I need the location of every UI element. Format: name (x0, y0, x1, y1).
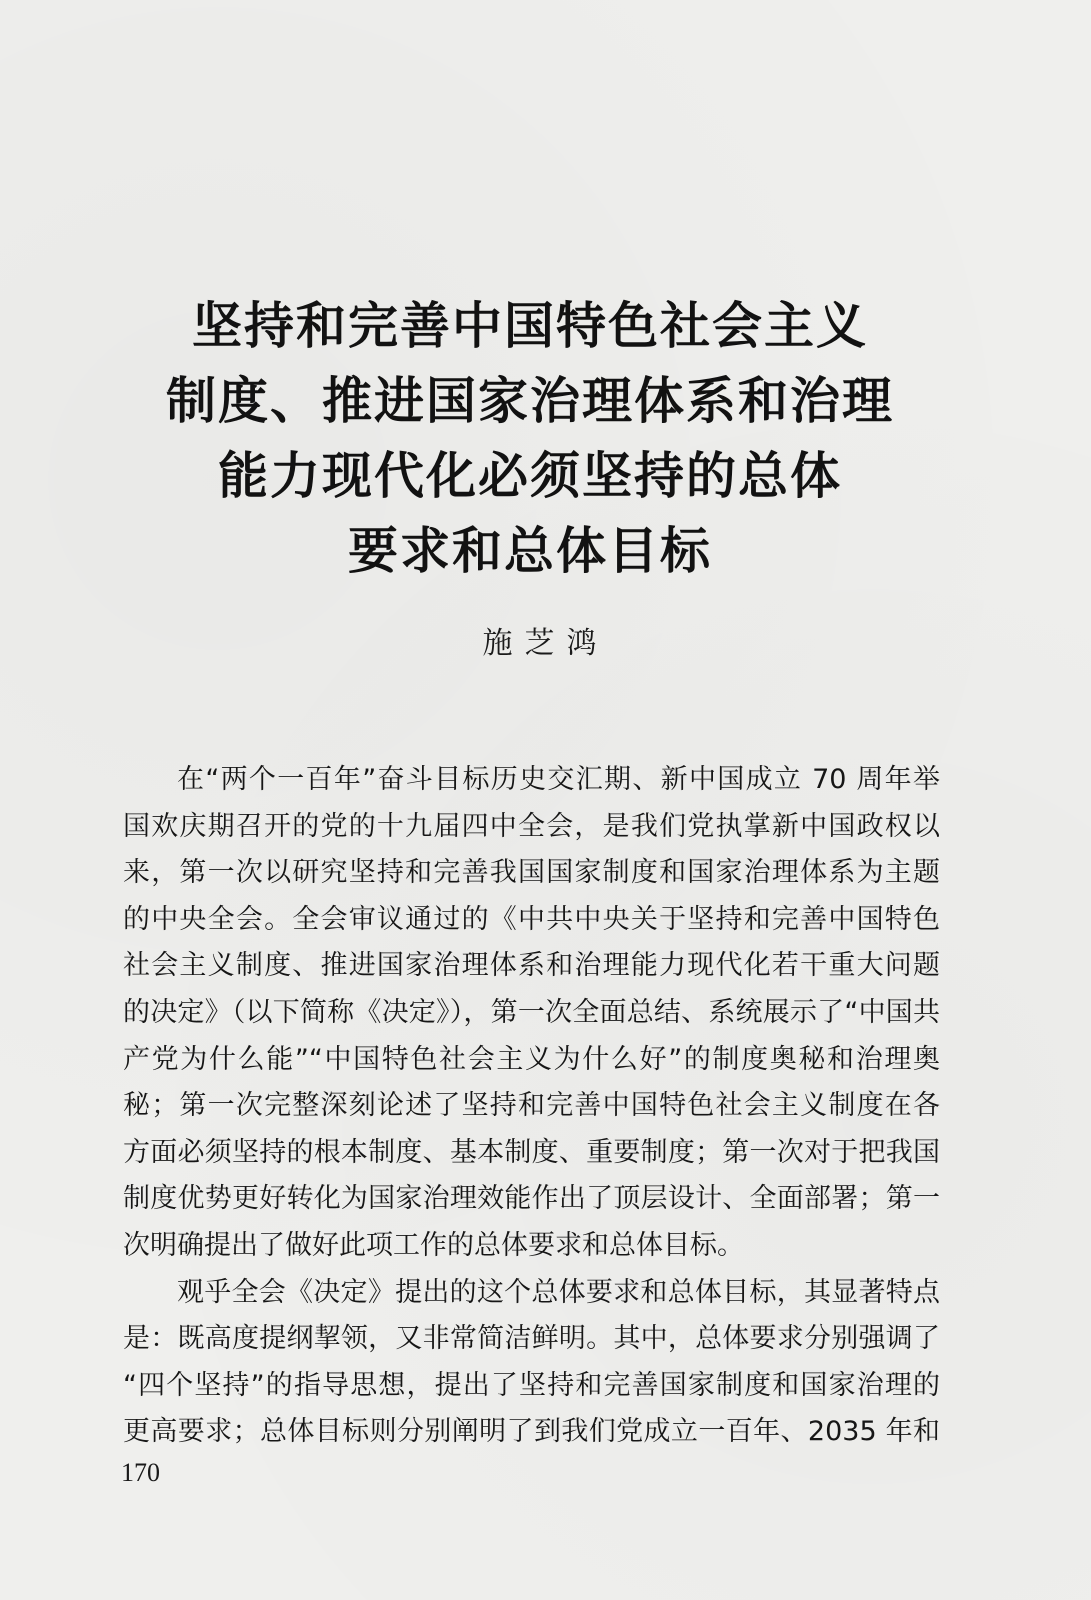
text-line: 观乎全会《决定》提出的这个总体要求和总体目标，其显著特点 (177, 1276, 940, 1308)
text-line: 秘；第一次完整深刻论述了坚持和完善中国特色社会主义制度在各 (123, 1090, 940, 1122)
paragraph (123, 1270, 940, 1456)
title-line: 制度、推进国家治理体系和治理 (166, 371, 894, 430)
text-line: 更高要求；总体目标则分别阐明了到我们党成立一百年、2035 年和 (123, 1416, 940, 1448)
text-line: 方面必须坚持的根本制度、基本制度、重要制度；第一次对于把我国 (123, 1136, 940, 1168)
text-line: 的决定》（以下简称《决定》），第一次全面总结、系统展示了“中国共 (123, 996, 940, 1028)
text-line: 在“两个一百年”奋斗目标历史交汇期、新中国成立 70 周年举 (177, 764, 940, 795)
paragraph (123, 757, 940, 1270)
title-line: 能力现代化必须坚持的总体 (218, 446, 842, 505)
page-number: 170 (121, 1458, 160, 1487)
title-line: 坚持和完善中国特色社会主义 (192, 296, 868, 355)
article-body (123, 757, 940, 1456)
text-line: 次明确提出了做好此项工作的总体要求和总体目标。 (123, 1229, 744, 1261)
article-title (150, 288, 910, 588)
text-line: 制度优势更好转化为国家治理效能作出了顶层设计、全面部署；第一 (123, 1183, 940, 1215)
text-line: 的中央全会。全会审议通过的《中共中央关于坚持和完善中国特色 (123, 903, 940, 935)
text-line: “四个坚持”的指导思想，提出了坚持和完善国家制度和国家治理的 (123, 1369, 940, 1401)
text-line: 国欢庆期召开的党的十九届四中全会，是我们党执掌新中国政权以 (123, 810, 940, 842)
text-line: 是：既高度提纲挈领，又非常简洁鲜明。其中，总体要求分别强调了 (123, 1323, 940, 1355)
title-line: 要求和总体目标 (348, 521, 712, 580)
text-line: 社会主义制度、推进国家治理体系和治理能力现代化若干重大问题 (123, 950, 940, 982)
author-name: 施芝鸿 (482, 626, 609, 661)
text-line: 产党为什么能”“中国特色社会主义为什么好”的制度奥秘和治理奥 (123, 1043, 940, 1075)
text-line: 来，第一次以研究坚持和完善我国国家制度和国家治理体系为主题 (123, 857, 940, 889)
